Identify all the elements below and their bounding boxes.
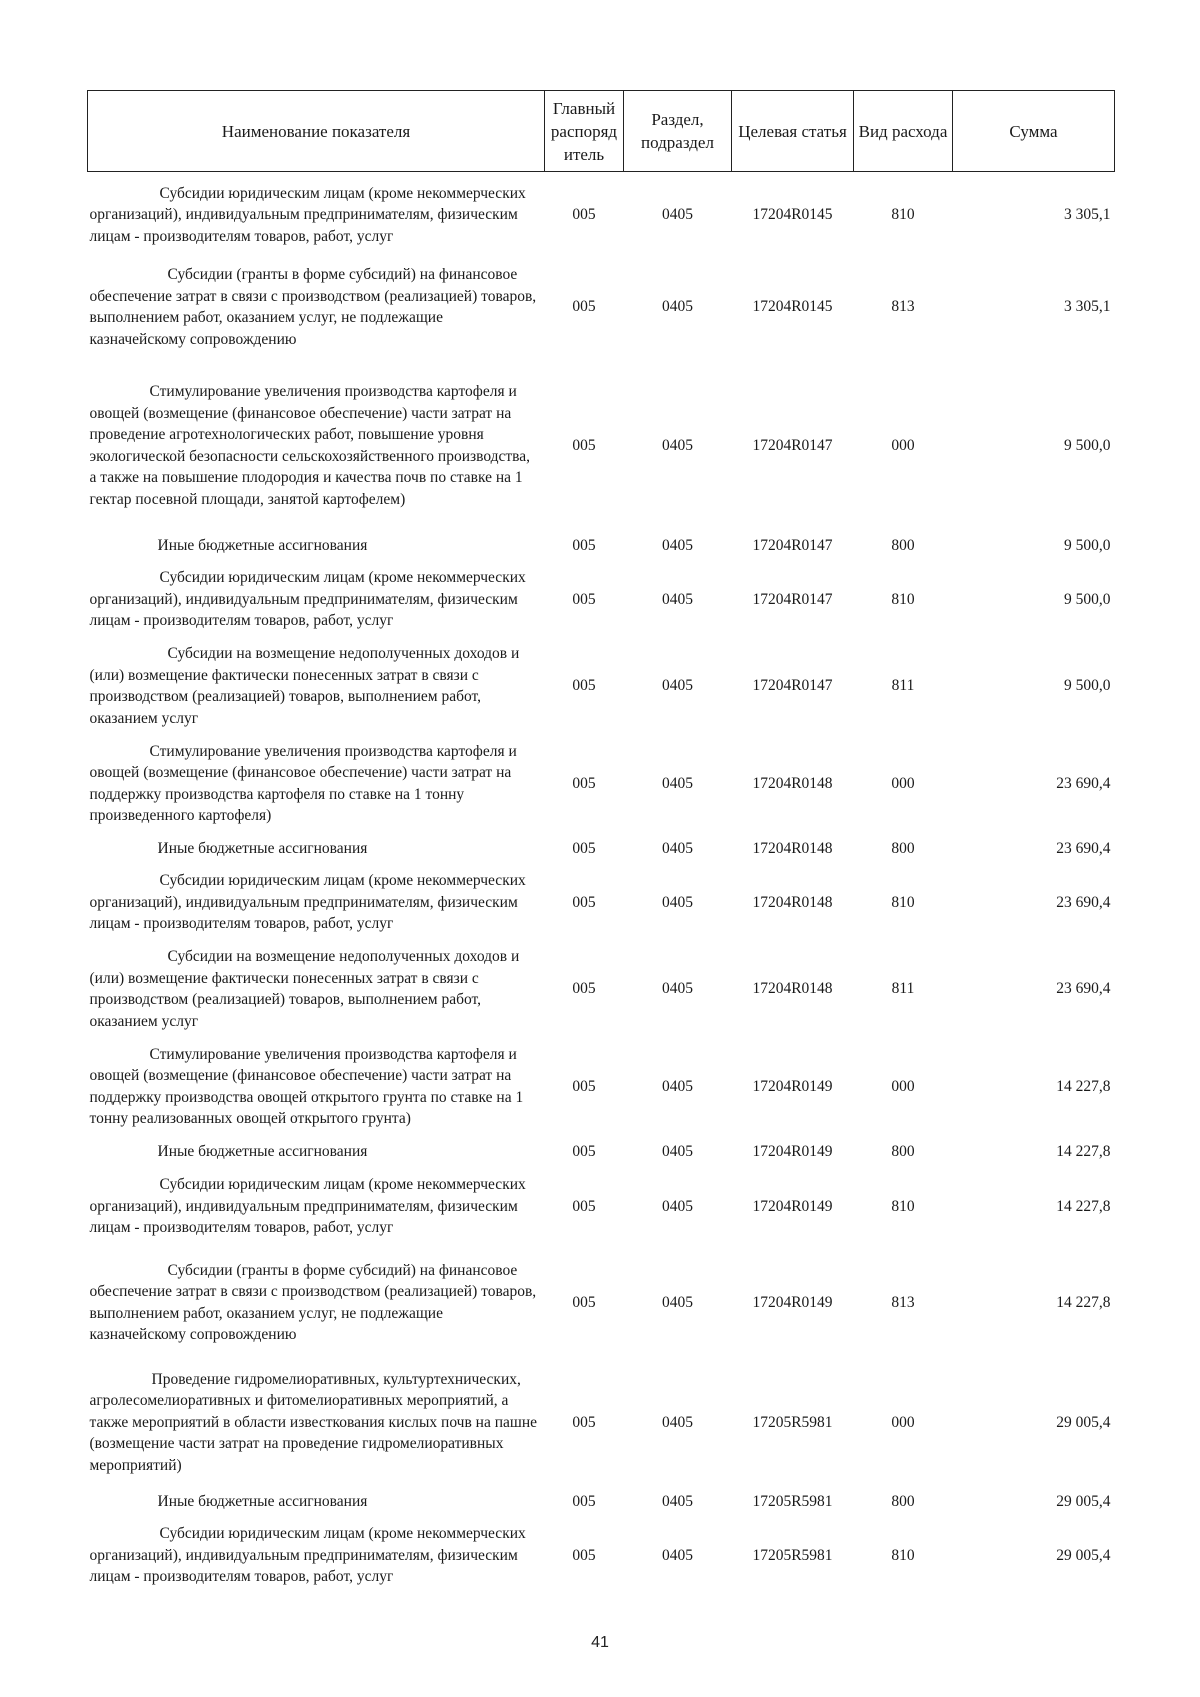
table-row <box>88 1251 1115 1355</box>
table-row <box>88 730 1115 838</box>
cell-main-manager: 005 <box>572 1293 596 1311</box>
cell-amount: 29 005,4 <box>1056 1492 1111 1510</box>
cell-name: Иные бюджетные ассигнования <box>157 1492 368 1510</box>
page-number: 41 <box>591 1634 609 1651</box>
cell-section: 0405 <box>662 1197 693 1215</box>
cell-name <box>88 643 545 730</box>
cell-amount: 9 500,0 <box>1064 536 1111 554</box>
table-row <box>88 1513 1115 1599</box>
cell-section: 0405 <box>662 1546 693 1564</box>
cell-target-article: 17204R0147 <box>752 590 833 608</box>
table-row <box>88 535 1115 557</box>
cell-amount: 23 690,4 <box>1056 839 1111 857</box>
table-row <box>88 643 1115 730</box>
cell-name-text: Субсидии (гранты в форме субсидий) на финансовое обеспечение затрат в связи с производством (реализацией) товаров, выполнением работ, оказанием услуг, не подлежащие казначейскому сопровождению <box>89 1261 537 1343</box>
cell-name-text: Субсидии (гранты в форме субсидий) на финансовое обеспечение затрат в связи с производством (реализацией) товаров, выполнением работ, оказанием услуг, не подлежащие казначейскому сопровождению <box>89 266 537 348</box>
table-row <box>88 1163 1115 1251</box>
cell-target-article: 17205R5981 <box>752 1492 833 1510</box>
cell-amount: 9 500,0 <box>1064 590 1111 608</box>
cell-main-manager: 005 <box>572 1142 596 1160</box>
cell-main-manager: 005 <box>572 1492 596 1510</box>
cell-target-article: 17204R0145 <box>752 206 833 223</box>
table-row <box>88 1491 1115 1513</box>
table-row <box>88 557 1115 643</box>
cell-section: 0405 <box>662 1077 693 1095</box>
cell-expense-type: 000 <box>891 1077 915 1095</box>
cell-amount: 14 227,8 <box>1056 1077 1111 1095</box>
cell-name <box>88 1033 545 1141</box>
table-row <box>88 1141 1115 1163</box>
cell-amount: 3 305,1 <box>1064 298 1111 316</box>
cell-main-manager: 005 <box>572 436 596 454</box>
cell-section: 0405 <box>662 1413 693 1431</box>
cell-name <box>88 1513 545 1599</box>
cell-target-article: 17204R0148 <box>752 893 833 911</box>
table-row <box>88 1355 1115 1491</box>
cell-expense-type: 813 <box>891 1293 915 1311</box>
cell-main-manager: 005 <box>572 893 596 911</box>
cell-expense-type: 800 <box>891 536 915 554</box>
budget-table <box>87 90 1115 1599</box>
cell-expense-type: 811 <box>891 677 915 695</box>
cell-name-text: Субсидии на возмещение недополученных доходов и (или) возмещение фактически понесенных затрат в связи с производством (реализацией) товаров, выполнением работ, оказанием услуг <box>89 645 520 727</box>
table-row <box>88 838 1115 860</box>
cell-section: 0405 <box>662 677 693 695</box>
cell-amount: 3 305,1 <box>1064 206 1111 223</box>
cell-target-article: 17204R0148 <box>752 839 833 857</box>
cell-name: Иные бюджетные ассигнования <box>157 536 368 554</box>
cell-section: 0405 <box>662 839 693 857</box>
cell-name-text: Субсидии юридическим лицам (кроме некоммерческих организаций), индивидуальным предпринимателям, физическим лицам - производителям товаров, работ, услуг <box>89 1525 526 1586</box>
cell-expense-type: 000 <box>891 774 915 792</box>
cell-section: 0405 <box>662 893 693 911</box>
cell-main-manager: 005 <box>572 1197 596 1215</box>
cell-main-manager: 005 <box>572 298 596 316</box>
cell-main-manager: 005 <box>572 1413 596 1431</box>
header-main-manager: Главный распоряд итель <box>545 91 624 172</box>
cell-name <box>88 1355 545 1491</box>
cell-section: 0405 <box>662 980 693 998</box>
table-row <box>88 172 1115 258</box>
cell-section: 0405 <box>662 1142 693 1160</box>
table-row <box>88 258 1115 357</box>
cell-name <box>88 258 545 357</box>
header-target-article: Целевая статья <box>732 91 854 172</box>
cell-target-article: 17204R0148 <box>752 774 833 792</box>
cell-target-article: 17204R0149 <box>752 1142 833 1160</box>
cell-target-article: 17204R0149 <box>752 1293 833 1311</box>
cell-name <box>88 557 545 643</box>
cell-name <box>88 357 545 535</box>
cell-main-manager: 005 <box>572 1546 596 1564</box>
cell-section: 0405 <box>662 436 693 454</box>
cell-main-manager: 005 <box>572 536 596 554</box>
cell-expense-type: 810 <box>891 893 915 911</box>
cell-expense-type: 810 <box>891 590 915 608</box>
cell-expense-type: 000 <box>891 1413 915 1431</box>
cell-main-manager: 005 <box>572 1077 596 1095</box>
cell-main-manager: 005 <box>572 206 596 223</box>
cell-name <box>88 1163 545 1251</box>
cell-name: Иные бюджетные ассигнования <box>157 1142 368 1160</box>
cell-amount: 23 690,4 <box>1056 774 1111 792</box>
cell-target-article: 17204R0149 <box>752 1077 833 1095</box>
cell-amount: 9 500,0 <box>1064 436 1111 454</box>
cell-section: 0405 <box>662 774 693 792</box>
cell-section: 0405 <box>662 536 693 554</box>
cell-main-manager: 005 <box>572 980 596 998</box>
cell-name-text: Субсидии юридическим лицам (кроме некоммерческих организаций), индивидуальным предпринимателям, физическим лицам - производителям товаров, работ, услуг <box>89 569 526 630</box>
table-header <box>88 91 1115 172</box>
cell-name <box>88 946 545 1033</box>
cell-main-manager: 005 <box>572 774 596 792</box>
header-amount: Сумма <box>953 91 1115 172</box>
cell-target-article: 17204R0147 <box>752 436 833 454</box>
cell-name-text: Субсидии юридическим лицам (кроме некоммерческих организаций), индивидуальным предпринимателям, физическим лицам - производителям товаров, работ, услуг <box>89 184 526 245</box>
cell-amount: 29 005,4 <box>1056 1546 1111 1564</box>
table-body <box>88 172 1115 1599</box>
cell-target-article: 17204R0147 <box>752 677 833 695</box>
cell-expense-type: 810 <box>891 206 915 223</box>
cell-name-text: Субсидии юридическим лицам (кроме некоммерческих организаций), индивидуальным предпринимателям, физическим лицам - производителям товаров, работ, услуг <box>89 1176 526 1237</box>
table-row <box>88 357 1115 535</box>
cell-name <box>88 730 545 838</box>
cell-amount: 29 005,4 <box>1056 1413 1111 1431</box>
cell-amount: 23 690,4 <box>1056 893 1111 911</box>
cell-section: 0405 <box>662 590 693 608</box>
cell-expense-type: 810 <box>891 1197 915 1215</box>
cell-target-article: 17205R5981 <box>752 1413 833 1431</box>
header-expense-type: Вид расхода <box>854 91 953 172</box>
cell-section: 0405 <box>662 1293 693 1311</box>
cell-amount: 9 500,0 <box>1064 677 1111 695</box>
cell-target-article: 17205R5981 <box>752 1546 833 1564</box>
cell-amount: 14 227,8 <box>1056 1293 1111 1311</box>
cell-name <box>88 1251 545 1355</box>
cell-main-manager: 005 <box>572 677 596 695</box>
cell-amount: 14 227,8 <box>1056 1142 1111 1160</box>
cell-amount: 23 690,4 <box>1056 980 1111 998</box>
cell-expense-type: 800 <box>891 1492 915 1510</box>
cell-name: Иные бюджетные ассигнования <box>157 839 368 857</box>
cell-target-article: 17204R0145 <box>752 298 833 316</box>
cell-expense-type: 810 <box>891 1546 915 1564</box>
cell-expense-type: 811 <box>891 980 915 998</box>
cell-name <box>88 172 545 258</box>
cell-main-manager: 005 <box>572 590 596 608</box>
cell-name <box>88 860 545 946</box>
cell-expense-type: 800 <box>891 1142 915 1160</box>
cell-name-text: Стимулирование увеличения производства картофеля и овощей (возмещение (финансовое обеспечение) части затрат на поддержку производства овощей открытого грунта по ставке на 1 тонну реализованных овощей открытого грунта) <box>89 1045 524 1127</box>
cell-target-article: 17204R0148 <box>752 980 833 998</box>
header-name: Наименование показателя <box>88 91 545 172</box>
cell-expense-type: 000 <box>891 436 915 454</box>
cell-expense-type: 800 <box>891 839 915 857</box>
cell-main-manager: 005 <box>572 839 596 857</box>
cell-amount: 14 227,8 <box>1056 1197 1111 1215</box>
cell-target-article: 17204R0147 <box>752 536 833 554</box>
cell-target-article: 17204R0149 <box>752 1197 833 1215</box>
cell-name-text: Субсидии юридическим лицам (кроме некоммерческих организаций), индивидуальным предпринимателям, физическим лицам - производителям товаров, работ, услуг <box>89 872 526 933</box>
table-row <box>88 1033 1115 1141</box>
cell-section: 0405 <box>662 298 693 316</box>
cell-name-text: Стимулирование увеличения производства картофеля и овощей (возмещение (финансовое обеспечение) части затрат на проведение агротехнологических работ, повышение уровня экологической безопасности сельскохозяйственного производства, а также на повышение плодородия и качества почв по ставке на 1 гектар посевной площади, занятой картофелем) <box>89 383 531 508</box>
table-row <box>88 946 1115 1033</box>
header-section: Раздел, подраздел <box>624 91 732 172</box>
cell-expense-type: 813 <box>891 298 915 316</box>
cell-name-text: Субсидии на возмещение недополученных доходов и (или) возмещение фактически понесенных затрат в связи с производством (реализацией) товаров, выполнением работ, оказанием услуг <box>89 948 520 1030</box>
cell-section: 0405 <box>662 206 693 223</box>
cell-name-text: Стимулирование увеличения производства картофеля и овощей (возмещение (финансовое обеспечение) части затрат на поддержку производства картофеля по ставке на 1 тонну произведенного картофеля) <box>89 742 517 824</box>
cell-name-text: Проведение гидромелиоративных, культуртехнических, агролесомелиоративных и фитомелиоративных мероприятий, а также мероприятий в области известкования кислых почв на пашне (возмещение части затрат на проведение гидромелиоративных мероприятий) <box>89 1370 538 1474</box>
cell-section: 0405 <box>662 1492 693 1510</box>
table-row <box>88 860 1115 946</box>
